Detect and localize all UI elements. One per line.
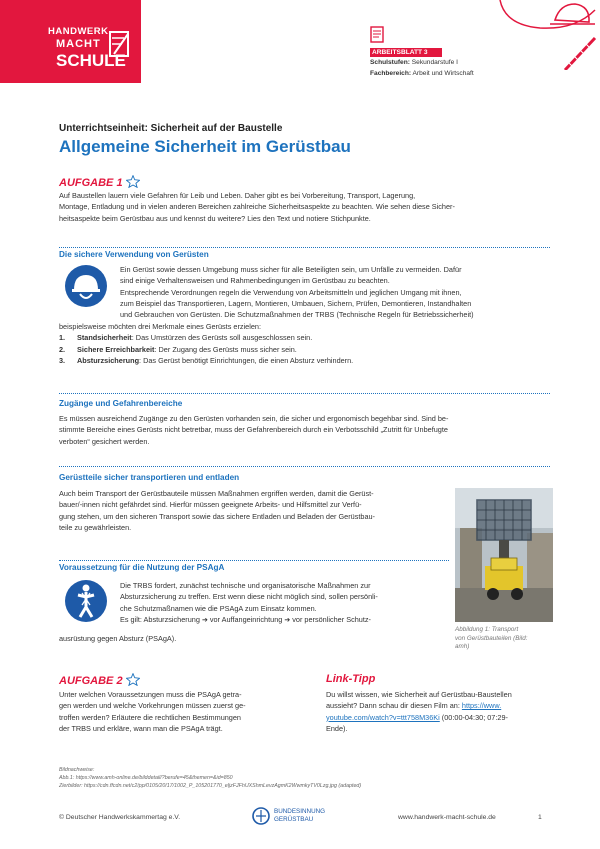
section1-line6: beispielsweise möchten drei Merkmale eines Gerüsts erzielen: bbox=[59, 322, 261, 331]
task2-line: troffen werden? Erläutere die rechtlichen Bestimmungen bbox=[59, 712, 241, 722]
fachbereich-value: Arbeit und Wirtschaft bbox=[412, 70, 474, 77]
linktipp-line3 bbox=[326, 712, 556, 723]
list-item bbox=[59, 332, 549, 343]
section1-text-continued bbox=[59, 321, 549, 366]
bundesinnung-line2: GERÜSTBAU bbox=[274, 815, 314, 823]
footer-bundesinnung bbox=[274, 808, 325, 823]
tools-icon bbox=[104, 24, 134, 66]
helmet-ruler-decoration bbox=[495, 0, 600, 70]
logo-text-schule: SCHULE bbox=[56, 51, 126, 70]
caption-line: von Gerüstbauteilen (Bild: bbox=[455, 634, 528, 642]
chain-mid2: vor persönlicher Schutz- bbox=[290, 614, 371, 624]
helmet-mandatory-icon bbox=[64, 264, 108, 308]
credits-line: Abb.1: https://www.amh-online.de/bilddetail/?berufe=45&themen=&id=850 bbox=[59, 775, 233, 781]
task2-heading bbox=[59, 673, 140, 687]
section3-line: gung stehen, um den sicheren Transport sowie das sichere Entladen und Beladen der Gerüstbau- bbox=[59, 511, 375, 521]
task1-line1: Auf Baustellen lauern viele Gefahren für Leib und Leben. Daher gibt es bei Vorbereitung, Transport, Lagerung, bbox=[59, 191, 416, 200]
section4-chain bbox=[120, 614, 450, 626]
schulstufe-label: Schulstufen: bbox=[370, 59, 410, 66]
section4-line: Absturzsicherung zu treffen. Erst wenn diese nicht möglich sind, sollen persönli- bbox=[120, 592, 378, 602]
section4-rule bbox=[59, 560, 449, 561]
schulstufe-info bbox=[370, 59, 458, 66]
list-text: : Das Umstürzen des Gerüsts soll ausgeschlossen sein. bbox=[131, 333, 313, 343]
chain-mid1: vor Auffangeinrichtung bbox=[207, 614, 283, 624]
video-timecode: (00:00-04:30; 07:29- bbox=[439, 712, 508, 722]
arrow-right-icon: ➔ bbox=[201, 616, 208, 624]
section1-line: Ein Gerüst sowie dessen Umgebung muss sicher für alle Beteiligten sein, um Unfälle zu vermeiden. Dafür bbox=[120, 265, 462, 274]
page-title: Allgemeine Sicherheit im Gerüstbau bbox=[59, 137, 351, 156]
section4-line: che Schutzmaßnamen wie die PSAgA zum Einsatz kommen. bbox=[120, 603, 317, 613]
section3-line: teile zu gewährleisten. bbox=[59, 522, 132, 532]
logo-text-handwerk: HANDWERK bbox=[48, 26, 109, 37]
arrow-right-icon: ➔ bbox=[284, 616, 291, 624]
page-number: 1 bbox=[538, 814, 542, 821]
credits-line: Zierbilder: https://cdn.ffcdn.net/c2/pp/0105/20/17/1002_P_105201770_eljzFJFhUXShmLevzAgmK2WwmkyTV0Lzg.jpg (adapted) bbox=[59, 783, 362, 789]
task2-line: der TRBS und erkläre, wann man die PSAgA trägt. bbox=[59, 723, 223, 733]
task2-line: Unter welchen Voraussetzungen muss die PSAgA getra- bbox=[59, 690, 242, 699]
section1-line: sind einige Verhaltensweisen und Rahmenbedingungen im Gerüstbau zu beachten. bbox=[120, 276, 390, 286]
linktipp-heading: Link-Tipp bbox=[326, 673, 376, 685]
bundesinnung-logo-icon bbox=[252, 806, 270, 826]
section3-text bbox=[59, 488, 454, 533]
task2-text bbox=[59, 689, 289, 734]
section4-chain-end: ausrüstung gegen Absturz (PSAgA). bbox=[59, 634, 177, 643]
linktipp-line4: Ende). bbox=[326, 723, 348, 733]
footer-website[interactable]: www.handwerk-macht-schule.de bbox=[398, 814, 496, 821]
section2-title: Zugänge und Gefahrenbereiche bbox=[59, 399, 183, 408]
credits-heading: Bildnachweise: bbox=[59, 767, 95, 773]
list-num: 2. bbox=[59, 344, 66, 354]
star-icon bbox=[126, 673, 140, 686]
harness-mandatory-icon bbox=[64, 579, 108, 623]
section2-line: verboten“ gesichert werden. bbox=[59, 436, 150, 446]
task1-heading bbox=[59, 175, 140, 189]
list-bold: Sichere Erreichbarkeit bbox=[77, 344, 155, 354]
section2-line: stimmte Bereiche eines Gerüsts nicht betretbar, muss der Gefahrenbereich durch ein Verbotsschild „Zutritt für Unbefugte bbox=[59, 425, 448, 435]
chain-prefix: Es gilt: Absturzsicherung bbox=[120, 614, 200, 624]
video-link[interactable]: https://www. bbox=[461, 701, 502, 711]
section2-text bbox=[59, 413, 554, 447]
linktipp-text bbox=[326, 689, 556, 734]
section4-text bbox=[120, 580, 450, 626]
section4-title: Voraussetzung für die Nutzung der PSAgA bbox=[59, 563, 225, 572]
task1-line3: heitsaspekte beim Gerüstbau aus und kennst du weitere? Lies den Text und notiere Stichpunkte. bbox=[59, 213, 371, 223]
image-credits bbox=[59, 766, 361, 790]
schulstufe-value: Sekundarstufe I bbox=[411, 59, 458, 66]
section1-line: und Gebrauchen von Gerüsten. Die Schutzmaßnahmen der TRBS (Technische Regeln für Betriebssicherheit) bbox=[120, 310, 474, 320]
logo-text-macht: MACHT bbox=[56, 38, 101, 50]
list-num: 1. bbox=[59, 333, 66, 343]
linktipp-line2-text: aussieht? Dann schau dir diesen Film an: bbox=[326, 701, 460, 711]
section3-line: Auch beim Transport der Gerüstbauteile müssen Maßnahmen ergriffen werden, damit die Gerüst- bbox=[59, 489, 374, 498]
list-item bbox=[59, 344, 549, 355]
list-item bbox=[59, 355, 549, 366]
task1-heading-text: AUFGABE 1 bbox=[59, 177, 123, 189]
task2-line: gen werden und welche Vorkehrungen müssen zuerst ge- bbox=[59, 701, 246, 711]
logo bbox=[0, 0, 141, 83]
worksheet-label: ARBEITSBLATT 3 bbox=[370, 48, 442, 57]
section1-rule bbox=[59, 247, 550, 248]
section3-rule bbox=[59, 466, 550, 467]
list-num: 3. bbox=[59, 355, 66, 365]
footer-copyright: © Deutscher Handwerkskammertag e.V. bbox=[59, 814, 181, 821]
list-bold: Absturzsicherung bbox=[77, 355, 140, 365]
list-text: : Das Gerüst benötigt Einrichtungen, die einen Absturz verhindern. bbox=[139, 355, 354, 365]
list-text: : Der Zugang des Gerüsts muss sicher sein. bbox=[154, 344, 297, 354]
list-bold: Standsicherheit bbox=[77, 333, 132, 343]
caption-line: Abbildung 1: Transport bbox=[455, 626, 519, 633]
section2-line: Es müssen ausreichend Zugänge zu den Gerüsten vorhanden sein, die sicher und ergonomisch begehbar sind. Sind be- bbox=[59, 414, 449, 423]
task1-line2: Montage, Entladung und in vielen anderen Bereichen zahlreiche Sicherheitsaspekte zu beachten. Wie sehen diese Sicher- bbox=[59, 202, 455, 212]
bundesinnung-line1: BUNDESINNUNG bbox=[274, 808, 326, 815]
caption-line: amh) bbox=[455, 643, 470, 650]
section3-line: bauer/-innen nicht gefährdet sind. Hierfür müssen geeignete Arbeits- und Hilfsmittel zur Verfü- bbox=[59, 500, 362, 510]
section1-line: Entsprechende Verordnungen regeln die Verwendung von Arbeitsmitteln und jeglichen Umgang mit ihnen, bbox=[120, 287, 462, 297]
linktipp-line2 bbox=[326, 700, 556, 711]
section4-line: Die TRBS fordert, zunächst technische und organisatorische Maßnahmen zur bbox=[120, 581, 371, 590]
section1-title: Die sichere Verwendung von Gerüsten bbox=[59, 250, 209, 259]
star-icon bbox=[126, 175, 140, 188]
fachbereich-label: Fachbereich: bbox=[370, 70, 412, 77]
section3-title: Gerüstteile sicher transportieren und entladen bbox=[59, 473, 240, 482]
section1-text bbox=[120, 264, 550, 320]
linktipp-line1: Du willst wissen, wie Sicherheit auf Gerüstbau-Baustellen bbox=[326, 690, 512, 699]
fachbereich-info bbox=[370, 70, 474, 77]
figure-caption bbox=[455, 626, 555, 652]
section2-rule bbox=[59, 393, 550, 394]
task1-text bbox=[59, 190, 549, 224]
scaffold-transport-photo bbox=[455, 488, 553, 622]
section1-line: zum Beispiel das Transportieren, Lagern, Montieren, Umbauen, Sichern, Prüfen, Demontieren, Instandhalten bbox=[120, 298, 472, 308]
task2-heading-text: AUFGABE 2 bbox=[59, 675, 123, 687]
worksheet-icon bbox=[370, 26, 385, 44]
video-link[interactable]: youtube.com/watch?v=ttt758M36Ki bbox=[326, 712, 440, 722]
unit-title: Unterrichtseinheit: Sicherheit auf der Baustelle bbox=[59, 123, 283, 134]
